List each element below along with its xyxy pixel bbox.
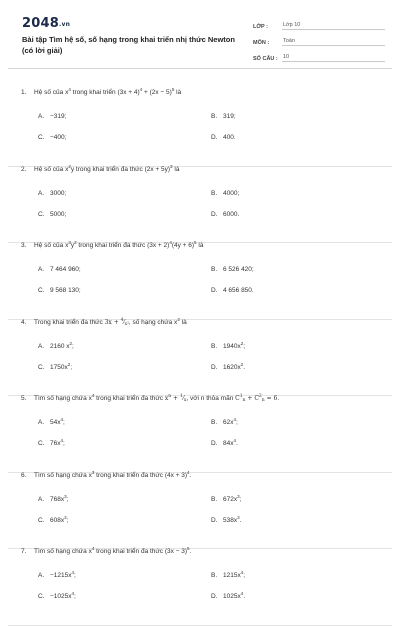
question-stem <box>21 242 203 249</box>
option-letter: D. <box>211 134 218 141</box>
meta-row-count <box>253 48 385 62</box>
option-text: $1940x^2$; <box>223 340 246 350</box>
meta-label-count: SỐ CÂU : <box>253 56 278 62</box>
answer-option-a[interactable] <box>38 190 66 197</box>
answer-option-a[interactable] <box>38 572 76 579</box>
question-number: 7. <box>21 548 27 555</box>
answer-option-b[interactable] <box>211 340 246 350</box>
answer-option-c[interactable] <box>38 361 73 371</box>
option-letter: C. <box>38 440 45 447</box>
question-text: Hệ số của $x^4$ trong khai triển $(3x + 4)^4 + (2x - 5)^5$ là <box>34 87 182 96</box>
question-number: 4. <box>21 318 27 326</box>
option-text: 7 464 960; <box>50 266 81 273</box>
answer-option-c[interactable] <box>38 134 66 141</box>
question-text: Tìm số hạng chứa $x^4$ trong khai triển đa thức $x^n$ + $^1⁄_x$, với n thỏa mãn $C^1_n + C^2_n = 6$. <box>34 393 280 403</box>
worksheet-meta <box>253 16 385 64</box>
option-text: 319; <box>223 113 236 120</box>
meta-value-class: Lớp 10 <box>282 22 385 30</box>
option-letter: B. <box>211 572 218 579</box>
answer-option-c[interactable] <box>38 211 66 218</box>
answer-option-d[interactable] <box>211 361 246 371</box>
worksheet-header <box>8 4 392 69</box>
option-text: 9 568 130; <box>50 287 81 294</box>
logo-main: 2048 <box>22 16 59 31</box>
question-text: Tìm số hạng chứa $x^3$ trong khai triển đa thức $(4x + 3)^4$. <box>34 469 192 479</box>
meta-label-subject: MÔN : <box>253 40 270 46</box>
question-item <box>8 89 392 167</box>
option-letter: D. <box>211 210 218 218</box>
option-text: $1620x^2$. <box>223 361 246 371</box>
worksheet-page <box>8 4 392 600</box>
question-stem <box>21 469 192 479</box>
answer-option-b[interactable] <box>211 419 238 426</box>
option-letter: A. <box>38 419 45 426</box>
answer-option-d[interactable] <box>211 514 242 524</box>
option-letter: D. <box>211 593 218 600</box>
option-text: $538x^3$. <box>223 514 242 524</box>
option-text: 6 526 420; <box>223 266 254 273</box>
answer-option-a[interactable] <box>38 493 69 503</box>
page-title: Bài tập Tìm hệ số, số hạng trong khai triển nhị thức Newton (có lời giải) <box>22 35 235 55</box>
answer-option-d[interactable] <box>211 211 239 218</box>
option-letter: C. <box>38 363 45 371</box>
option-text: $76x^4$; <box>50 438 65 447</box>
option-text: $-1215x^4$; <box>50 570 76 579</box>
question-number: 6. <box>21 471 27 479</box>
question-number: 5. <box>21 395 27 402</box>
option-letter: D. <box>211 287 218 294</box>
option-text: 6000. <box>223 210 240 218</box>
option-text: $1215x^4$; <box>223 570 246 579</box>
meta-row-class <box>253 16 385 30</box>
meta-row-subject <box>253 32 385 46</box>
question-item <box>8 469 392 550</box>
option-letter: A. <box>38 266 45 273</box>
question-item <box>8 316 392 397</box>
option-letter: B. <box>211 113 218 120</box>
option-letter: B. <box>211 342 218 350</box>
answer-option-c[interactable] <box>38 440 65 447</box>
option-text: $768x^3$; <box>50 493 69 503</box>
question-number: 2. <box>21 165 27 173</box>
answer-option-b[interactable] <box>211 493 242 503</box>
answer-option-d[interactable] <box>211 287 254 294</box>
meta-value-subject: Toán <box>282 38 385 46</box>
question-text: Trong khai triển đa thức $3x + ^4⁄_{x^2}$, số hạng chứa $x^2$ là <box>34 316 187 327</box>
answer-option-d[interactable] <box>211 593 245 600</box>
question-text: Hệ số của $x^3y^2$ trong khai triển đa thức $(3x + 2)^4(4y + 6)^5$ là <box>34 240 204 249</box>
option-letter: A. <box>38 342 45 350</box>
question-item <box>8 163 392 244</box>
question-number: 3. <box>21 242 27 249</box>
option-text: 5000; <box>50 210 67 218</box>
question-stem <box>21 89 181 96</box>
answer-option-a[interactable] <box>38 419 65 426</box>
question-stem <box>21 316 187 327</box>
answer-option-c[interactable] <box>38 287 81 294</box>
option-text: $54x^4$; <box>50 417 65 426</box>
site-logo[interactable] <box>22 16 70 31</box>
option-text: $-1025x^4$; <box>50 591 76 600</box>
option-letter: C. <box>38 593 45 600</box>
option-text: $1025x^4$. <box>223 591 246 600</box>
option-text: $672x^3$; <box>223 493 242 503</box>
option-letter: D. <box>211 440 218 447</box>
question-item <box>8 395 392 473</box>
option-letter: B. <box>211 266 218 273</box>
option-letter: C. <box>38 210 45 218</box>
option-letter: B. <box>211 495 218 503</box>
option-text: 4000; <box>223 189 240 197</box>
question-stem <box>21 395 279 402</box>
answer-option-a[interactable] <box>38 340 74 350</box>
option-text: 2160 $x^2$; <box>50 340 74 350</box>
option-text: 400. <box>223 134 236 141</box>
question-item <box>8 242 392 320</box>
option-letter: C. <box>38 134 45 141</box>
option-letter: D. <box>211 363 218 371</box>
option-letter: B. <box>211 189 218 197</box>
option-text: −400; <box>50 134 67 141</box>
option-text: $608x^3$; <box>50 514 69 524</box>
meta-value-count: 10 <box>282 54 385 62</box>
option-letter: C. <box>38 287 45 294</box>
meta-label-class: LỚP : <box>253 24 268 30</box>
option-text: 4 656 850. <box>223 287 254 294</box>
option-letter: A. <box>38 495 45 503</box>
option-text: −319; <box>50 113 67 120</box>
option-letter: A. <box>38 572 45 579</box>
option-text: $1750x^2$; <box>50 361 73 371</box>
question-number: 1. <box>21 89 27 96</box>
option-text: $84x^4$. <box>223 438 238 447</box>
option-letter: B. <box>211 419 218 426</box>
option-letter: D. <box>211 516 218 524</box>
answer-option-b[interactable] <box>211 113 236 120</box>
option-letter: A. <box>38 189 45 197</box>
question-stem <box>21 548 191 555</box>
option-text: $62x^4$; <box>223 417 238 426</box>
answer-option-c[interactable] <box>38 514 69 524</box>
option-letter: C. <box>38 516 45 524</box>
answer-option-b[interactable] <box>211 572 245 579</box>
question-text: Tìm số hạng chứa $x^4$ trong khai triển đa thức $(3x - 3)^5$. <box>34 546 192 555</box>
question-item <box>8 548 392 626</box>
answer-option-a[interactable] <box>38 113 66 120</box>
option-letter: A. <box>38 113 45 120</box>
answer-option-b[interactable] <box>211 266 254 273</box>
answer-option-a[interactable] <box>38 266 81 273</box>
logo-suffix: .vn <box>58 21 71 28</box>
question-text: Hệ số của $x^2y$ trong khai triển đa thức $(2x + 5y)^3$ là <box>34 163 180 173</box>
question-stem <box>21 163 180 173</box>
answer-option-d[interactable] <box>211 134 236 141</box>
answer-option-b[interactable] <box>211 190 239 197</box>
answer-option-c[interactable] <box>38 593 76 600</box>
answer-option-d[interactable] <box>211 440 238 447</box>
option-text: 3000; <box>50 189 67 197</box>
